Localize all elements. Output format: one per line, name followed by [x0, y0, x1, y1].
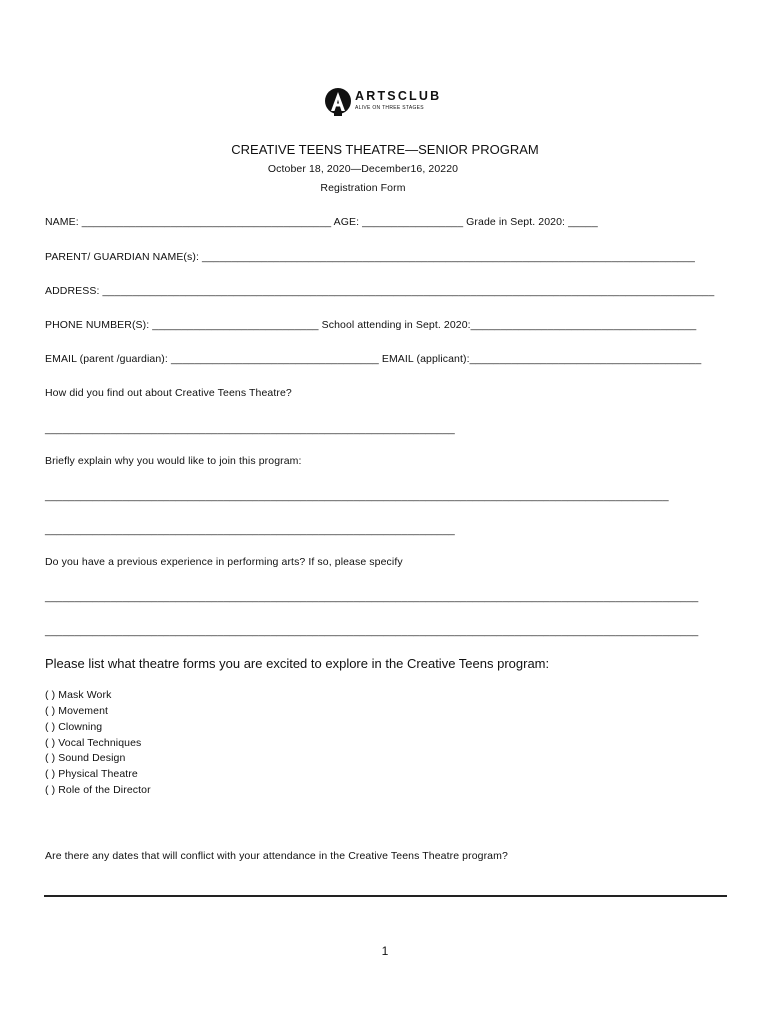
option-role-of-director[interactable]: ( ) Role of the Director	[45, 784, 151, 796]
arts-club-logo	[324, 87, 454, 117]
logo-wordmark: ARTSCLUB	[355, 89, 442, 103]
option-mask-work[interactable]: ( ) Mask Work	[45, 689, 112, 701]
option-clowning[interactable]: ( ) Clowning	[45, 721, 103, 733]
address-field[interactable]: ADDRESS: _______________________________________________________________________________________________________	[45, 285, 715, 297]
logo-tagline: ALIVE ON THREE STAGES	[355, 105, 424, 111]
answer-line-experience-1[interactable]: ______________________________________________________________________________________________________________	[45, 591, 699, 603]
answer-line-why-2[interactable]: _____________________________________________________________________	[45, 524, 455, 536]
option-physical-theatre[interactable]: ( ) Physical Theatre	[45, 768, 138, 780]
email-field[interactable]: EMAIL (parent /guardian): ___________________________________ EMAIL (applicant):_______________________________________	[45, 353, 702, 365]
page-number: 1	[381, 944, 389, 958]
question-experience: Do you have a previous experience in performing arts? If so, please specify	[45, 556, 403, 568]
question-find-out: How did you find out about Creative Teens Theatre?	[45, 387, 292, 399]
page-title: CREATIVE TEENS THEATRE—SENIOR PROGRAM	[231, 142, 539, 157]
form-subtitle: Registration Form	[320, 182, 406, 194]
name-age-grade-field[interactable]: NAME: __________________________________________ AGE: _________________ Grade in Sept. 2020: _____	[45, 216, 598, 228]
program-dates: October 18, 2020—December16, 20220	[267, 163, 459, 175]
question-why-join: Briefly explain why you would like to join this program:	[45, 455, 302, 467]
guardian-name-field[interactable]: PARENT/ GUARDIAN NAME(s): ___________________________________________________________________________________	[45, 251, 695, 263]
option-sound-design[interactable]: ( ) Sound Design	[45, 752, 126, 764]
question-date-conflicts: Are there any dates that will conflict with your attendance in the Creative Teens Theatre program?	[45, 850, 508, 862]
theatre-forms-heading: Please list what theatre forms you are excited to explore in the Creative Teens program:	[45, 656, 550, 671]
option-movement[interactable]: ( ) Movement	[45, 705, 109, 717]
answer-line-experience-2[interactable]: ______________________________________________________________________________________________________________	[45, 625, 699, 637]
phone-school-field[interactable]: PHONE NUMBER(S): ____________________________ School attending in Sept. 2020:______________________________________	[45, 319, 697, 331]
arts-club-a-icon	[324, 87, 352, 117]
answer-line-why-1[interactable]: _________________________________________________________________________________________________________	[45, 490, 669, 502]
answer-rule[interactable]	[44, 895, 727, 897]
option-vocal-techniques[interactable]: ( ) Vocal Techniques	[45, 737, 142, 749]
answer-line-find-out[interactable]: _____________________________________________________________________	[45, 423, 455, 435]
